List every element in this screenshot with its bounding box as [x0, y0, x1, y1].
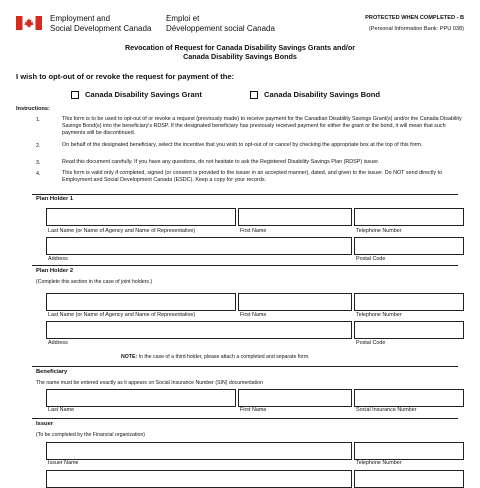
beneficiary-last-name-label: Last Name: [48, 407, 75, 413]
holder2-first-name-field[interactable]: [238, 293, 352, 311]
form-title-line1: Revocation of Request for Canada Disability Savings Grants and/or: [124, 43, 356, 52]
holder1-address-field[interactable]: [46, 237, 352, 255]
grant-checkbox[interactable]: [71, 91, 79, 99]
third-holder-note: [121, 354, 310, 360]
plan-holder-2-subtitle: (Complete this section in the case of joint holders.): [36, 279, 153, 285]
grant-checkbox-label: Canada Disability Savings Grant: [85, 90, 202, 99]
beneficiary-heading: Beneficiary: [36, 369, 68, 375]
department-fr-line1: Emploi et: [166, 14, 200, 23]
holder1-first-name-label: First Name: [240, 228, 267, 234]
holder2-address-field[interactable]: [46, 321, 352, 339]
note-prefix: NOTE:: [121, 354, 138, 360]
department-en-line1: Employment and: [50, 14, 111, 23]
section-divider: [32, 265, 458, 266]
holder2-postal-code-field[interactable]: [354, 321, 464, 339]
instruction-text: This form is to be used to opt-out of or revoke a request (previously made) to receive payment for the Canadian Disability Savings Grant(s) and/or the Canada Disability Savings Bond(s) into the beneficiary's RDSP. If the designated beneficiary has previously received payment for either the grant or the bond, it will mean that such payments will be discontinued.: [62, 116, 462, 136]
bond-checkbox[interactable]: [250, 91, 258, 99]
issuer-name-field[interactable]: [46, 442, 352, 460]
beneficiary-first-name-label: First Name: [240, 407, 267, 413]
note-text: In the case of a third holder, please attach a completed and separate form.: [137, 354, 310, 360]
optout-statement: I wish to opt-out of or revoke the request for payment of the:: [16, 72, 235, 81]
holder2-telephone-label: Telephone Number: [356, 312, 402, 318]
holder2-telephone-field[interactable]: [354, 293, 464, 311]
instruction-text: This form is valid only if completed, signed (or consent is provided to the issuer in an accepted manner), dated, and given to the issuer. Do NOT send directly to Employment and Social Development Canada (ESDC). Keep a copy for your records.: [62, 170, 443, 183]
holder2-postal-code-label: Postal Code: [356, 340, 386, 346]
issuer-subtitle: (To be completed by the Financial organization): [36, 432, 145, 438]
department-name-en: [50, 14, 151, 34]
issuer-address-field[interactable]: [46, 470, 352, 488]
issuer-extra-field[interactable]: [354, 470, 464, 488]
holder1-last-name-label: Last Name (or Name of Agency and Name of Representative): [48, 228, 196, 234]
instruction-number: 4.: [36, 171, 41, 177]
form-title: [0, 43, 480, 61]
protected-label: PROTECTED WHEN COMPLETED - B: [365, 15, 464, 21]
instruction-number: 2.: [36, 143, 41, 149]
instruction-text: On behalf of the designated beneficiary, select the incentive that you wish to opt-out of or cancel by checking the appropriate box at the top of this form.: [62, 142, 423, 148]
beneficiary-sin-field[interactable]: [354, 389, 464, 407]
instruction-number: 1.: [36, 117, 41, 123]
plan-holder-1-heading: Plan Holder 1: [36, 196, 74, 202]
holder1-address-label: Address: [48, 256, 68, 262]
issuer-telephone-label: Telephone Number: [356, 460, 402, 466]
holder2-address-label: Address: [48, 340, 68, 346]
beneficiary-last-name-field[interactable]: [46, 389, 236, 407]
section-divider: [32, 366, 458, 367]
section-divider: [32, 194, 458, 195]
beneficiary-subtitle: The name must be entered exactly as it appears on Social Insurance Number (SIN) documentation: [36, 380, 263, 386]
instructions-heading: Instructions:: [16, 106, 50, 112]
section-divider: [32, 418, 458, 419]
holder2-last-name-field[interactable]: [46, 293, 236, 311]
instruction-number: 3.: [36, 160, 41, 166]
holder1-last-name-field[interactable]: [46, 208, 236, 226]
issuer-name-label: Issuer Name: [48, 460, 79, 466]
holder2-first-name-label: First Name: [240, 312, 267, 318]
instruction-text: Read this document carefully. If you have any questions, do not hesitate to ask the Registered Disability Savings Plan (RDSP) issuer.: [62, 159, 380, 165]
beneficiary-sin-label: Social Insurance Number: [356, 407, 417, 413]
holder1-telephone-field[interactable]: [354, 208, 464, 226]
department-fr-line2: Développement social Canada: [166, 24, 275, 33]
holder1-telephone-label: Telephone Number: [356, 228, 402, 234]
holder2-last-name-label: Last Name (or Name of Agency and Name of Representative): [48, 312, 196, 318]
department-en-line2: Social Development Canada: [50, 24, 152, 33]
holder1-first-name-field[interactable]: [238, 208, 352, 226]
bond-checkbox-label: Canada Disability Savings Bond: [264, 90, 381, 99]
canada-flag-icon: [16, 16, 42, 30]
info-bank-label: (Personal Information Bank: PPU 038): [368, 26, 464, 32]
department-name-fr: [166, 14, 275, 34]
issuer-telephone-field[interactable]: [354, 442, 464, 460]
issuer-heading: Issuer: [36, 421, 54, 427]
plan-holder-2-heading: Plan Holder 2: [36, 268, 74, 274]
holder1-postal-code-label: Postal Code: [356, 256, 386, 262]
beneficiary-first-name-field[interactable]: [238, 389, 352, 407]
form-title-line2: Canada Disability Savings Bonds: [183, 52, 297, 61]
holder1-postal-code-field[interactable]: [354, 237, 464, 255]
